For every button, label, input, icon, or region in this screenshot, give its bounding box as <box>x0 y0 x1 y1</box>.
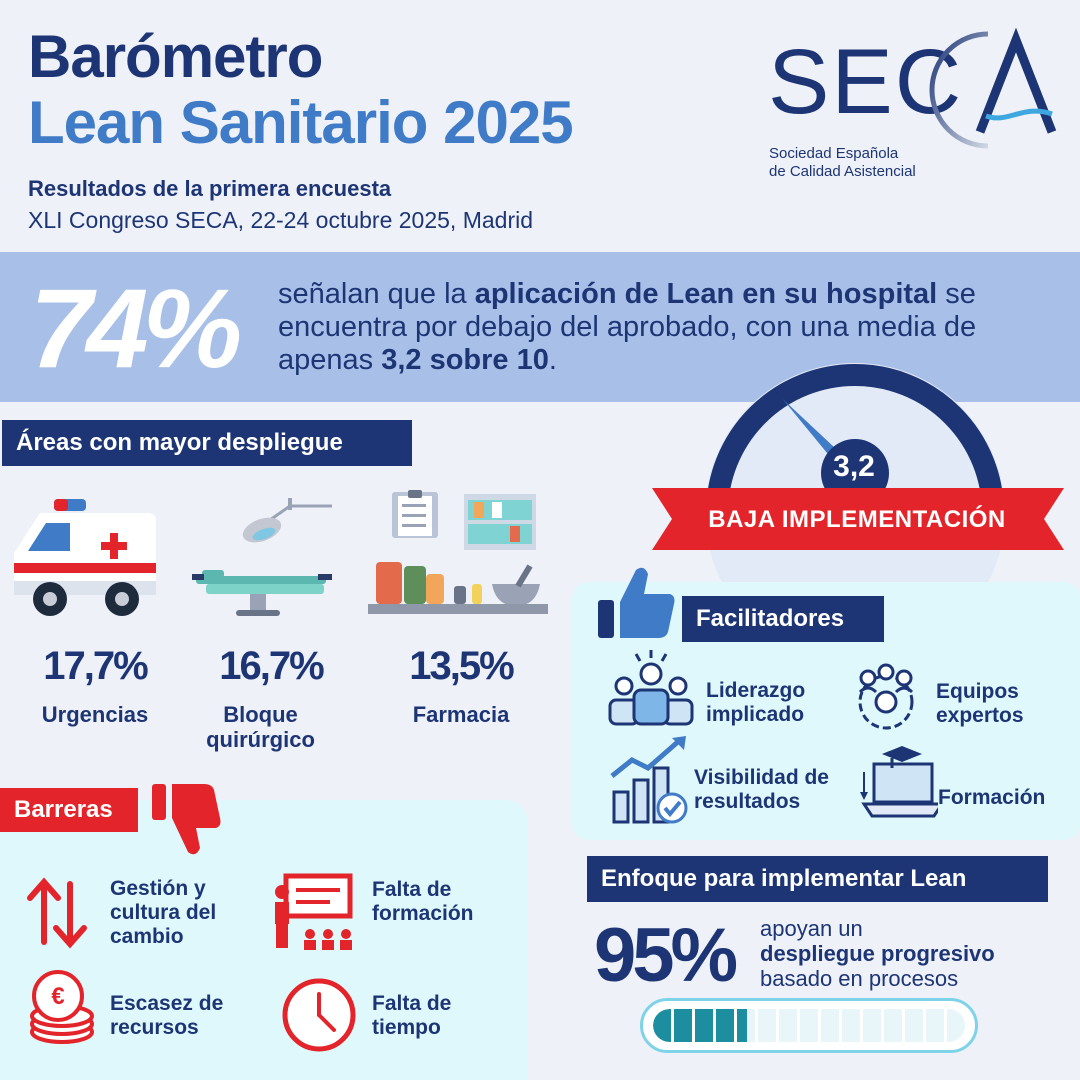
implementation-label: BAJA IMPLEMENTACIÓN <box>708 506 1006 533</box>
headline-bold-2: 3,2 sobre 10 <box>381 344 549 376</box>
ambulance-icon <box>10 495 160 620</box>
growth-chart-icon <box>608 734 692 826</box>
approach-line-2: despliegue progresivo <box>760 941 995 966</box>
logo-line-2: de Calidad Asistencial <box>769 163 916 180</box>
gauge-value: 3,2 <box>833 450 875 483</box>
facilitator-equipos <box>936 680 1046 728</box>
barrier-recursos: Escasez de recursos <box>110 992 224 1039</box>
title-line-2: Lean Sanitario 2025 <box>28 89 573 156</box>
approach-header: Enfoque para implementar Lean <box>587 856 1048 902</box>
areas-header: Áreas con mayor despliegue <box>2 420 412 466</box>
thumbs-down-icon <box>150 782 222 860</box>
facilitator-formacion-label: Formación <box>938 786 1046 809</box>
facilitator-visibilidad <box>694 766 854 814</box>
area-label-bloque: Bloque quirúrgico <box>206 702 315 752</box>
facilitator-liderazgo <box>706 679 836 727</box>
approach-percent: 95% <box>594 913 735 998</box>
facilitator-visibilidad-label: Visibilidad de resultados <box>694 766 829 813</box>
area-label-farmacia: Farmacia <box>412 702 510 727</box>
progress-fill <box>653 1009 747 1042</box>
pharmacy-icon <box>368 488 548 620</box>
area-percent-bloque: 16,7% <box>219 644 323 688</box>
logo-letters: SEC <box>768 31 964 133</box>
facilitators-header: Facilitadores <box>682 596 884 642</box>
facilitator-formacion <box>938 786 1045 810</box>
barriers-header: Barreras <box>0 788 138 832</box>
thumbs-up-icon <box>596 562 678 642</box>
survey-subtitle: Resultados de la primera encuesta <box>28 176 392 201</box>
operating-table-icon <box>192 488 342 623</box>
event-line: XLI Congreso SECA, 22-24 octubre 2025, Madrid <box>28 207 534 233</box>
barrier-formacion: Falta de formación <box>372 878 474 925</box>
team-gear-icon <box>846 658 926 738</box>
progress-track <box>653 1009 965 1042</box>
presentation-icon <box>272 872 354 952</box>
laptop-graduation-icon <box>858 744 938 820</box>
facilitator-liderazgo-label: Liderazgo implicado <box>706 679 806 726</box>
headline-bold-1: aplicación de Lean en su hospital <box>474 278 938 310</box>
leader-icon <box>606 648 696 728</box>
swap-arrows-icon <box>26 874 88 952</box>
title-line-1: Barómetro <box>28 23 323 90</box>
logo-letter-a <box>929 35 990 127</box>
seca-logo <box>768 20 1058 190</box>
approach-text <box>760 916 995 991</box>
headline-text-b: se encuentra por debajo del aprobado, con una media de apenas <box>278 278 977 376</box>
approach-line-3: basado en procesos <box>760 966 959 991</box>
headline-text-a: señalan que la <box>278 278 475 310</box>
clock-icon <box>280 976 358 1054</box>
headline-percent: 74% <box>30 266 237 391</box>
approach-line-1: apoyan un <box>760 916 863 941</box>
area-percent-urgencias: 17,7% <box>43 644 147 688</box>
logo-line-1: Sociedad Española <box>769 145 899 162</box>
svg-text:€: € <box>51 983 65 1010</box>
area-percent-farmacia: 13,5% <box>409 644 513 688</box>
area-label-urgencias: Urgencias <box>41 702 149 727</box>
headline-text-c: . <box>548 344 557 376</box>
euro-coins-icon <box>24 968 100 1048</box>
facilitator-equipos-label: Equipos expertos <box>936 680 1024 727</box>
barrier-tiempo: Falta de tiempo <box>372 992 452 1039</box>
approach-progress-bar <box>640 998 978 1053</box>
barrier-cambio: Gestión y cultura del cambio <box>110 877 217 948</box>
